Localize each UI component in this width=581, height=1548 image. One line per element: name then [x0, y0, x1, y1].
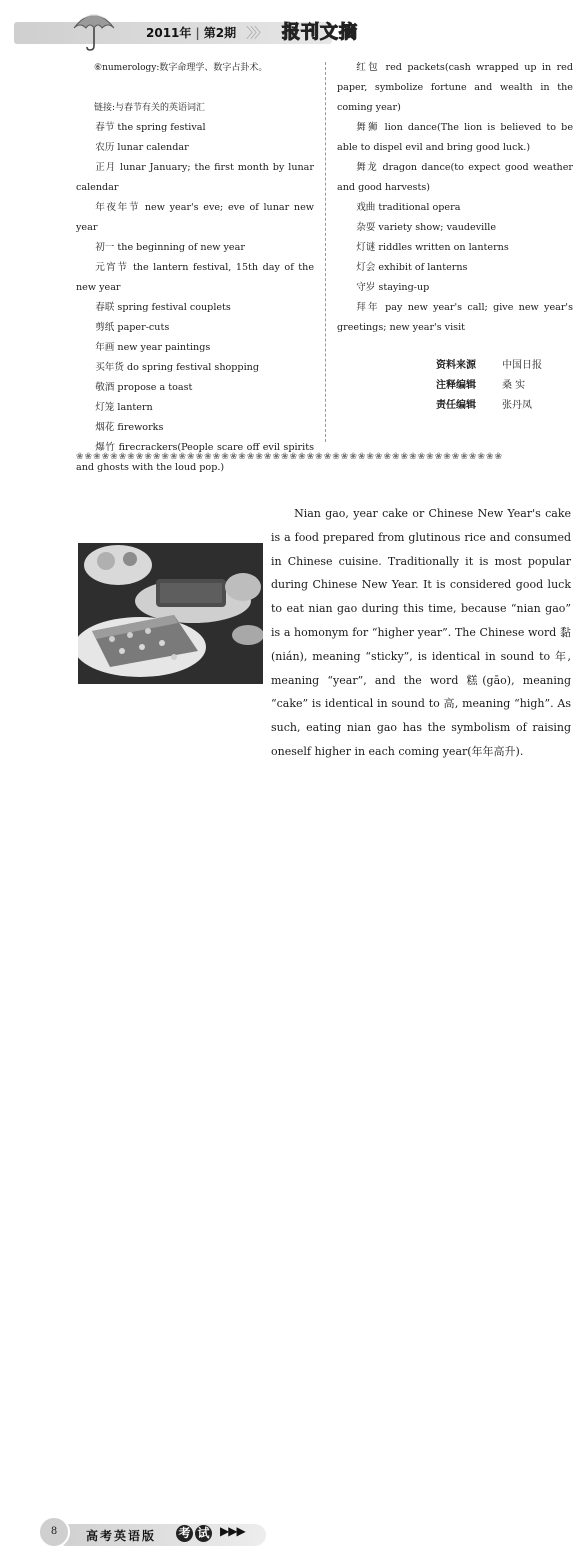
credit-editor: 责任编辑 张丹凤 [436, 400, 532, 411]
vocab-entry: 拜年 pay new year's call; give new year's greetings; new year's visit [337, 302, 573, 333]
nian-gao-photo [78, 543, 263, 684]
magazine-title: 报刊文摘 [282, 22, 358, 43]
vocab-entry: 农历 lunar calendar [95, 142, 189, 153]
vocab-list-left [76, 58, 314, 478]
vocab-entry: 剪纸 paper-cuts [95, 322, 170, 333]
vocab-entry: 正月 lunar January; the first month by lunar calendar [76, 162, 314, 193]
blank-line [76, 78, 314, 98]
vocab-entry: 链接:与春节有关的英语词汇 [94, 103, 206, 113]
vocab-entry: 舞狮 lion dance(The lion is believed to be able to dispel evil and bring good luck.) [337, 122, 573, 153]
vocab-entry: 杂耍 variety show; vaudeville [356, 222, 497, 233]
page-number: 8 [38, 1516, 70, 1548]
vocab-entry: 敬酒 propose a toast [95, 382, 193, 393]
vocab-entry: 爆竹 firecrackers(People scare off evil spirits and ghosts with the loud pop.) [76, 442, 314, 473]
vocab-entry: 灯会 exhibit of lanterns [356, 262, 468, 273]
badge-kao: 考 [176, 1525, 193, 1542]
vocab-entry: ⑥numerology:数字命理学、数字占卦术。 [94, 63, 268, 73]
vocab-entry: 红包 red packets(cash wrapped up in red paper, symbolize fortune and wealth in the coming year) [337, 62, 573, 113]
vocab-entry: 春节 the spring festival [95, 122, 206, 133]
vocab-entry: 春联 spring festival couplets [95, 302, 231, 313]
vocab-entry: 守岁 staying-up [356, 282, 430, 293]
column-divider [325, 62, 326, 442]
vocab-entry: 元宵节 the lantern festival, 15th day of the new year [76, 262, 314, 293]
article-paragraph: Nian gao, year cake or Chinese New Year's cake is a food prepared from glutinous rice and consumed in Chinese cuisine. Traditionally it is most popular during Chinese New Year. It is considered good luck to eat nian gao during this time, because “nian gao” is a homonym for “higher year”. The Chinese word 黏(nián), meaning “sticky”, is identical in sound to 年, meaning “year”, and the word 糕(gāo), meaning “cake” is identical in sound to 高, meaning “high”. As such, eating nian gao has the symbolism of raising oneself higher in each coming year(年年高升). [271, 507, 571, 758]
nian-gao-article [271, 502, 571, 764]
footer-arrows-icon: ▶▶▶ [220, 1524, 245, 1538]
vocab-entry: 年夜年节 new year's eve; eve of lunar new year [76, 202, 314, 233]
credit-source: 资料来源 中国日报 [436, 360, 542, 371]
vocab-entry: 烟花 fireworks [95, 422, 164, 433]
vocab-entry: 初一 the beginning of new year [95, 242, 245, 253]
vocab-list-right [337, 58, 573, 338]
issue-year: 2011年 [146, 26, 192, 40]
footer-title: 高考英语版 [86, 1529, 157, 1543]
vocab-entry: 舞龙 dragon dance(to expect good weather and good harvests) [337, 162, 573, 193]
vocab-entry: 灯谜 riddles written on lanterns [356, 242, 509, 253]
page-header [0, 0, 581, 48]
vocab-entry: 戏曲 traditional opera [356, 202, 461, 213]
ornament-divider: ❀❀❀❀❀❀❀❀❀❀❀❀❀❀❀❀❀❀❀❀❀❀❀❀❀❀❀❀❀❀❀❀❀❀❀❀❀❀❀❀❀❀❀❀❀❀❀❀❀❀ [76, 452, 504, 462]
vocab-entry: 灯笼 lantern [95, 402, 153, 413]
page-footer [0, 758, 581, 1543]
credit-annotator: 注释编辑 桑 实 [436, 380, 526, 391]
footer-badges [176, 1525, 214, 1542]
umbrella-icon [70, 6, 118, 52]
vocab-entry: 买年货 do spring festival shopping [95, 362, 259, 373]
header-chevrons: 〉〉〉 [246, 26, 265, 42]
vocab-entry: 年画 new year paintings [95, 342, 211, 353]
nian-gao-illustration [78, 543, 263, 684]
credits-block [436, 356, 542, 416]
issue-label: 2011年 | 第2期 [146, 26, 237, 40]
badge-shi: 试 [195, 1525, 212, 1542]
issue-number: 第2期 [203, 26, 237, 40]
